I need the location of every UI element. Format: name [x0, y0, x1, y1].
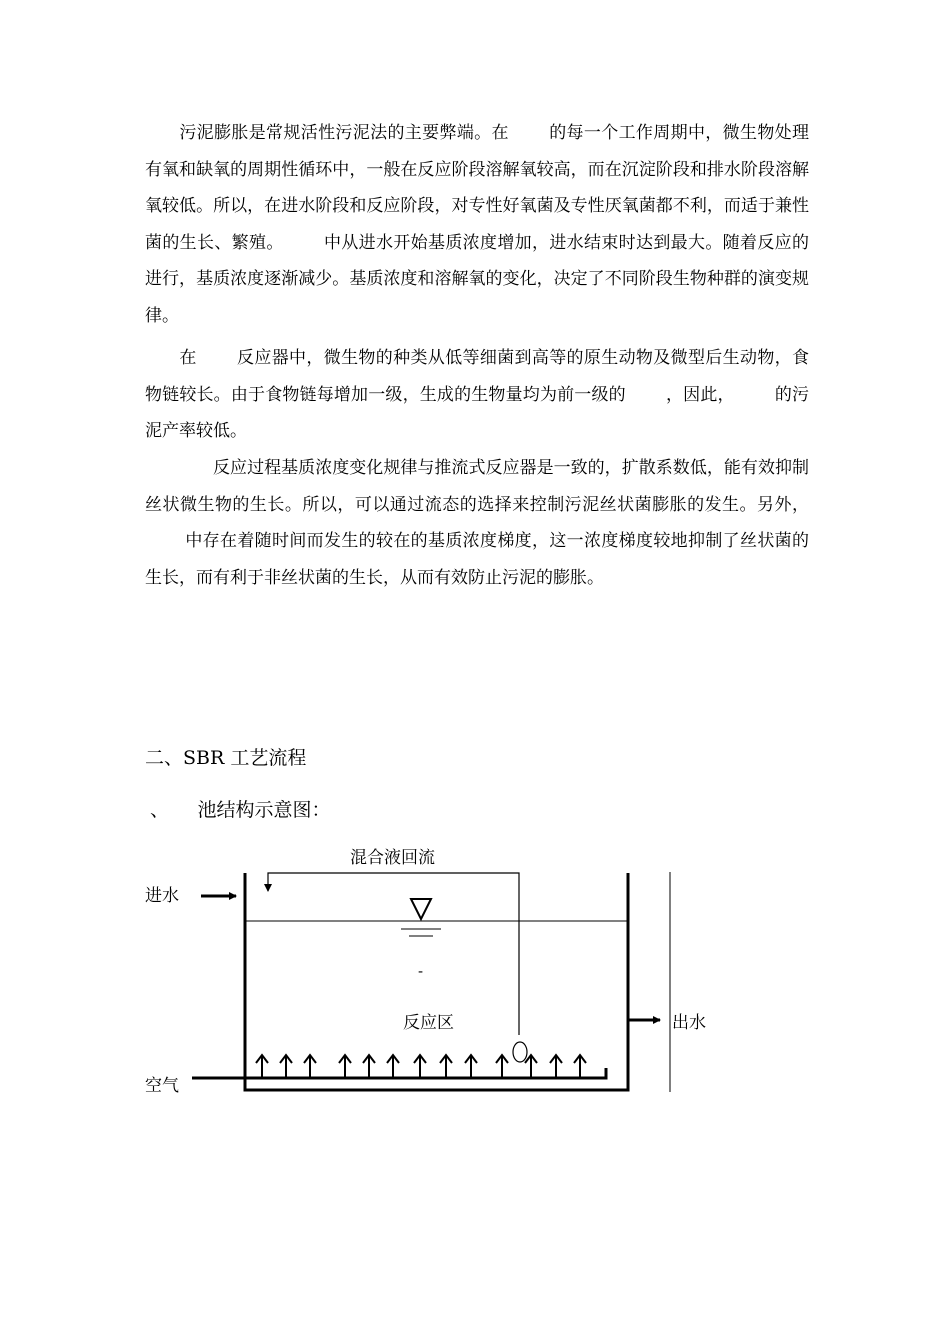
aeration-arrow-icon	[525, 1055, 537, 1078]
reaction-zone-label: 反应区	[403, 1013, 454, 1033]
recirculation-pipe	[268, 873, 519, 1035]
dash-mark: -	[418, 962, 424, 980]
paragraph-3-part-1: 反应过程基质浓度变化规律与推流式反应器是一致的，扩散系数低，能有效抑制丝状微生物的生长。所以，可以通过流态的选择来控制污泥丝状菌膨胀的发生。另外，	[145, 458, 809, 515]
recirculation-pump-icon	[513, 1042, 527, 1062]
aeration-arrow-icon	[256, 1055, 268, 1078]
sub-heading: 、 池结构示意图：	[150, 799, 331, 821]
water-level-icon	[411, 899, 431, 919]
aeration-arrow-icon	[496, 1055, 508, 1078]
aeration-arrow-icon	[574, 1055, 586, 1078]
air-pipe	[192, 1068, 606, 1078]
aeration-arrow-icon	[440, 1055, 452, 1078]
aeration-arrow-icon	[280, 1055, 292, 1078]
paragraph-1-part-2: 的每一个工作周期中，微生物处理有氧和缺氧的周期性循环中，一般在反应阶段溶解氧较高，而在沉淀阶段和排水阶段溶解氧较低。所以，在进水阶段和反应阶段，对专性好氧菌及专性厌氧菌都不利，而适于兼性菌的生长、繁殖。	[145, 123, 810, 253]
paragraph-2-part-1: 在	[179, 348, 197, 368]
aeration-arrow-icon	[414, 1055, 426, 1078]
air-label: 空气	[145, 1076, 179, 1096]
aeration-arrow-icon	[339, 1055, 351, 1078]
paragraph-3-part-2: 中存在着随时间而发生的较在的基质浓度梯度，这一浓度梯度较地抑制了丝状菌的生长，而有利于非丝状菌的生长，从而有效防止污泥的膨胀。	[145, 531, 809, 588]
inlet-label: 进水	[145, 886, 179, 906]
paragraph-2-part-3: ，因此，	[665, 384, 735, 405]
aeration-arrow-icon	[387, 1055, 399, 1078]
aeration-arrows	[256, 1055, 586, 1078]
paragraph-1-part-3: 中从进水开始基质浓度增加，进水结束时达到最大。随着反应的进行，基质浓度逐渐减少。基质浓度和溶解氧的变化，决定了不同阶段生物种群的演变规律。	[145, 232, 810, 326]
aeration-arrow-icon	[550, 1055, 562, 1078]
aeration-arrow-icon	[304, 1055, 316, 1078]
paragraph-2-part-2: 反应器中，微生物的种类从低等细菌到高等的原生动物及微型后生动物，食物链较长。由于食物链每增加一级，生成的生物量均为前一级的	[145, 348, 810, 405]
tank-outline	[245, 873, 628, 1090]
paragraph-1-part-1: 污泥膨胀是常规活性污泥法的主要弊端。在	[179, 123, 509, 143]
outlet-label: 出水	[672, 1013, 706, 1033]
aeration-arrow-icon	[465, 1055, 477, 1078]
aeration-arrow-icon	[363, 1055, 375, 1078]
section-heading: 二、SBR 工艺流程	[145, 747, 307, 769]
recirculation-label: 混合液回流	[350, 848, 435, 868]
paragraph-2-part-4: 的污泥产率较低。	[145, 384, 810, 441]
